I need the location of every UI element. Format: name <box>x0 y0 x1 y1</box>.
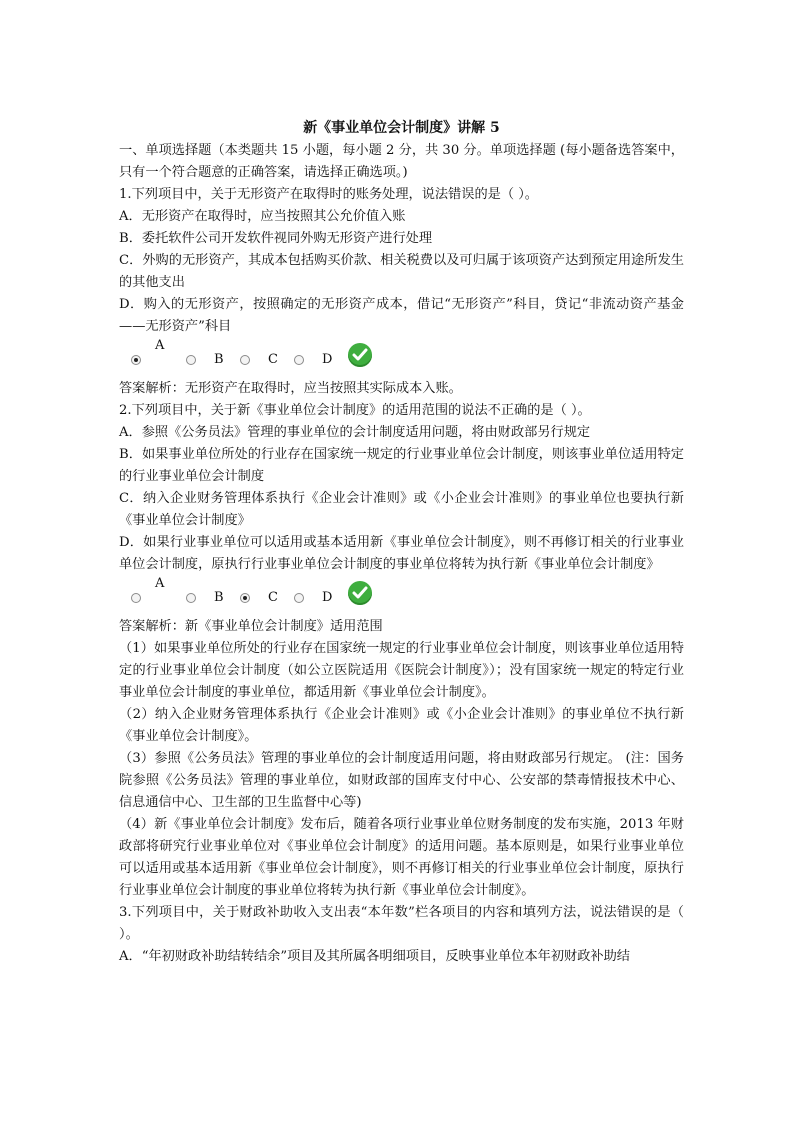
question-1-answer-options <box>119 338 684 378</box>
question-2-choice-b[interactable] <box>186 590 224 605</box>
question-1-choice-a[interactable] <box>131 338 165 367</box>
choice-label-b: B <box>214 352 224 367</box>
choice-label-d: D <box>322 590 333 605</box>
question-2-analysis-point-2: （2）纳入企业财务管理体系执行《企业会计准则》或《小企业会计准则》的事业单位不执行新《事业单位会计制度》。 <box>119 707 684 744</box>
choice-label-d: D <box>322 352 333 367</box>
question-2-analysis-heading: 答案解析：新《事业单位会计制度》适用范围 <box>119 619 383 634</box>
question-2-answer-options <box>119 576 684 616</box>
question-2-stem: 2.下列项目中，关于新《事业单位会计制度》的适用范围的说法不正确的是（ ）。 <box>119 403 591 418</box>
page-title: 新《事业单位会计制度》讲解 5 <box>303 120 500 136</box>
radio-b[interactable] <box>186 355 196 365</box>
radio-b[interactable] <box>186 593 196 603</box>
question-1-stem: 1.下列项目中，关于无形资产在取得时的账务处理，说法错误的是（ ）。 <box>119 187 538 202</box>
choice-label-b: B <box>214 590 224 605</box>
choice-label-c: C <box>268 352 278 367</box>
question-1-option-c: C．外购的无形资产，其成本包括购买价款、相关税费以及可归属于该项资产达到预定用途所发生的其他支出 <box>119 253 684 290</box>
question-3-option-a: A．“年初财政补助结转结余”项目及其所属各明细项目，反映事业单位本年初财政补助结 <box>119 949 630 964</box>
document-page <box>119 118 684 968</box>
choice-label-a: A <box>155 338 165 353</box>
question-2-analysis-point-1: （1）如果事业单位所处的行业存在国家统一规定的行业事业单位会计制度，则该事业单位适用特定的行业事业单位会计制度（如公立医院适用《医院会计制度》）；没有国家统一规定的特定行业事业单位会计制度的事业单位，都适用新《事业单位会计制度》。 <box>119 641 684 700</box>
question-2-option-d: D．如果行业事业单位可以适用或基本适用新《事业单位会计制度》，则不再修订相关的行业事业单位会计制度，原执行行业事业单位会计制度的事业单位将转为执行新《事业单位会计制度》 <box>119 535 684 572</box>
question-1-choice-b[interactable] <box>186 352 224 367</box>
question-2-choice-d[interactable] <box>294 590 332 605</box>
radio-a-selected[interactable] <box>131 355 141 365</box>
question-2-choice-a[interactable] <box>131 576 165 605</box>
question-3-stem: 3.下列项目中，关于财政补助收入支出表“本年数”栏各项目的内容和填列方法，说法错误的是（ ）。 <box>119 905 684 942</box>
section-intro: 一、单项选择题（本类题共 15 小题，每小题 2 分，共 30 分。单项选择题 (每小题备选答案中，只有一个符合题意的正确答案，请选择正确选项。) <box>119 143 684 180</box>
question-2-option-b: B．如果事业单位所处的行业存在国家统一规定的行业事业单位会计制度，则该事业单位适用特定的行业事业单位会计制度 <box>119 447 684 484</box>
radio-a[interactable] <box>131 593 141 603</box>
radio-d[interactable] <box>294 593 304 603</box>
question-1-option-a: A．无形资产在取得时，应当按照其公允价值入账 <box>119 209 406 224</box>
question-2-analysis-point-4: （4）新《事业单位会计制度》发布后，随着各项行业事业单位财务制度的发布实施，2013 年财政部将研究行业事业单位对《事业单位会计制度》的适用问题。基本原则是，如果行业事业单位可以适用或基本适用新《事业单位会计制度》，则不再修订相关的行业事业单位会计制度，原执行行业事业单位会计制度的事业单位将转为执行新《事业单位会计制度》。 <box>119 817 684 898</box>
choice-label-a: A <box>155 576 165 591</box>
correct-check-icon <box>348 343 372 367</box>
question-1-option-d: D．购入的无形资产，按照确定的无形资产成本，借记“无形资产”科目，贷记“非流动资产基金——无形资产”科目 <box>119 297 684 334</box>
question-1-choice-c[interactable] <box>240 352 278 367</box>
choice-label-c: C <box>268 590 278 605</box>
question-2-analysis-point-3: （3）参照《公务员法》管理的事业单位的会计制度适用问题，将由财政部另行规定。 (注：国务院参照《公务员法》管理的事业单位，如财政部的国库支付中心、公安部的禁毒情报技术中心、信息通信中心、卫生部的卫生监督中心等) <box>119 751 684 810</box>
question-1-choice-d[interactable] <box>294 352 332 367</box>
correct-check-icon <box>348 581 372 605</box>
question-2-option-c: C．纳入企业财务管理体系执行《企业会计准则》或《小企业会计准则》的事业单位也要执行新《事业单位会计制度》 <box>119 491 684 528</box>
question-1-analysis: 答案解析：无形资产在取得时，应当按照其实际成本入账。 <box>119 381 462 396</box>
question-1-option-b: B．委托软件公司开发软件视同外购无形资产进行处理 <box>119 231 433 246</box>
radio-c-selected[interactable] <box>240 593 250 603</box>
radio-c[interactable] <box>240 355 250 365</box>
radio-d[interactable] <box>294 355 304 365</box>
question-2-option-a: A．参照《公务员法》管理的事业单位的会计制度适用问题，将由财政部另行规定 <box>119 425 591 440</box>
question-2-choice-c[interactable] <box>240 590 278 605</box>
